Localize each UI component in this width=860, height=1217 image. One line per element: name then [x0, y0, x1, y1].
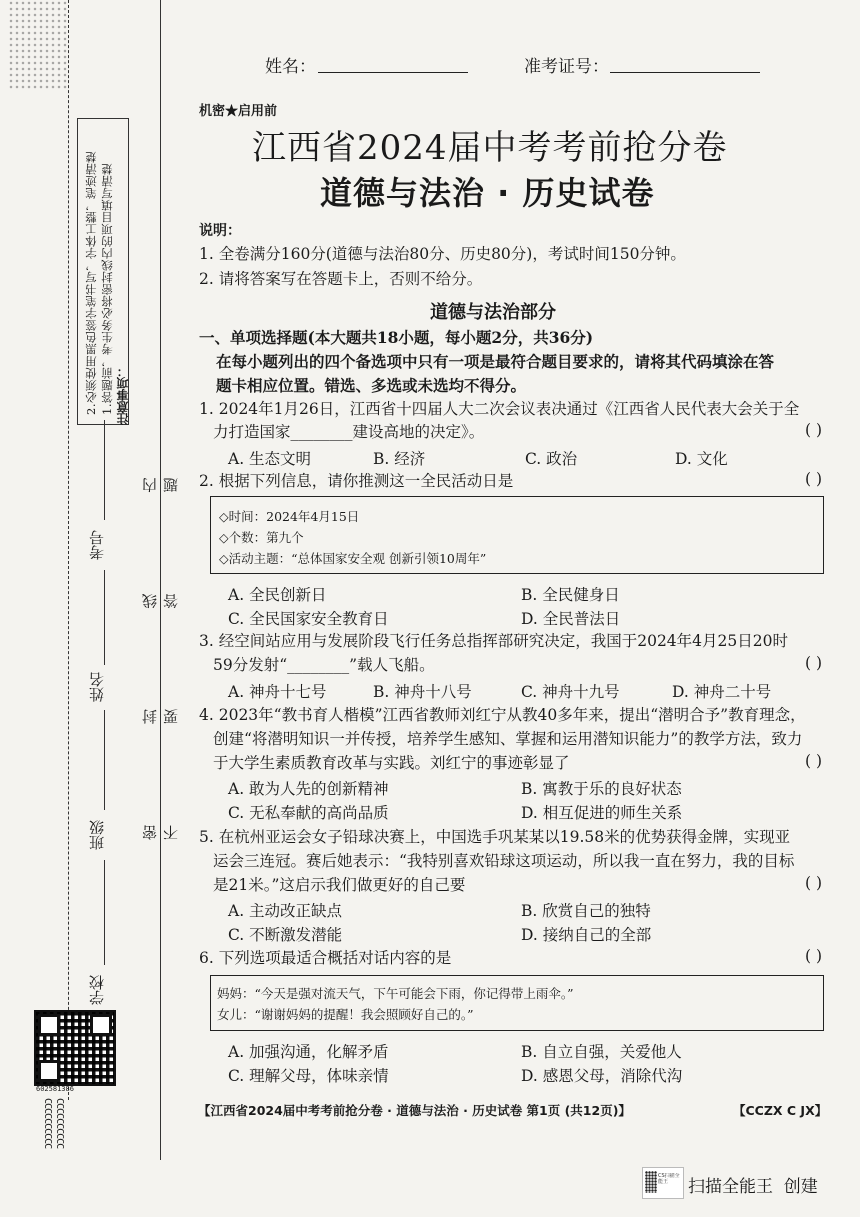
cut-line-left: [68, 0, 69, 1100]
qr-finder-tl: [38, 1014, 60, 1036]
notice-line2: 2.必须使用黑色签字笔书写，字体工整，笔迹清楚: [84, 151, 98, 415]
q1-option-b: B. 经济: [373, 450, 426, 468]
section-heading: 一、单项选择题(本大题共18小题，每小题2分，共36分): [199, 328, 594, 347]
q2-answer-paren: ( ): [804, 470, 822, 488]
q3-option-c: C. 神舟十九号: [521, 683, 620, 701]
q2-box-line1: ◇时间：2024年4月15日: [219, 509, 360, 524]
q4-option-d: D. 相互促进的师生关系: [521, 804, 683, 822]
q6-dialogue-box: [210, 975, 824, 1031]
seal-underline-4: [104, 860, 105, 965]
seal-underline-2: [104, 570, 105, 665]
instruction-1: 1. 全卷满分160分(道德与法治80分、历史80分)，考试时间150分钟。: [199, 245, 686, 263]
q4-option-b: B. 寓教于乐的良好状态: [521, 780, 682, 798]
q4-answer-paren: ( ): [804, 752, 822, 770]
notice-line1: 1.答题前，考生务必将密封线内的项目填写清楚: [100, 163, 114, 415]
name-input-line[interactable]: [318, 72, 468, 73]
qr-finder-tr: [90, 1014, 112, 1036]
seal-field-school: 学校: [88, 975, 106, 1005]
footer-right: 【CCZX C JX】: [733, 1103, 828, 1118]
q2-option-a: A. 全民创新日: [228, 586, 327, 604]
q6-option-c: C. 理解父母，体味亲情: [228, 1067, 389, 1085]
instructions-label: 说明：: [199, 223, 241, 239]
q6-answer-paren: ( ): [804, 947, 822, 965]
q5-line2: 运会三连冠。赛后她表示：“我特别喜欢铅球这项运动，所以我一直在努力，我的目标: [213, 852, 795, 870]
q4-line2: 创建“将潜明知识一并传授，培养学生感知、掌握和运用潜知识能力”的教学方法，致力: [213, 730, 803, 748]
q3-option-d: D. 神舟二十号: [672, 683, 772, 701]
exam-subtitle: 道德与法治 · 历史试卷: [320, 174, 655, 212]
name-label: 姓名：: [265, 57, 316, 77]
q1-option-d: D. 文化: [675, 450, 728, 468]
q1-line2: 力打造国家________建设高地的决定》。: [213, 423, 485, 441]
q4-option-c: C. 无私奉献的高尚品质: [228, 804, 389, 822]
scanner-logo-qr: [645, 1171, 657, 1193]
q6-box-line1: 妈妈：“今天是强对流天气，下午可能会下雨，你记得带上雨伞。”: [217, 986, 574, 1001]
q5-option-c: C. 不断激发潜能: [228, 926, 343, 944]
section-desc-2: 题卡相应位置。错选、多选或未选均不得分。: [216, 376, 527, 395]
qr-finder-bl: [38, 1060, 60, 1082]
q2-info-box: [210, 496, 824, 574]
q5-option-a: A. 主动改正缺点: [228, 902, 343, 920]
exam-id-input-line[interactable]: [610, 72, 760, 73]
q3-line1: 3. 经空间站应用与发展阶段飞行任务总指挥部研究决定，我国于2024年4月25日20时: [199, 632, 788, 650]
seal-underline-1: [104, 420, 105, 520]
q2-line1: 2. 根据下列信息，请你推测这一全民活动日是: [199, 472, 514, 490]
q3-line2: 59分发射“________”载人飞船。: [213, 656, 435, 674]
q2-option-d: D. 全民普法日: [521, 610, 621, 628]
q2-box-line3: ◇活动主题：“总体国家安全观 创新引领10周年”: [219, 551, 487, 566]
ccc-codes: CCCCCCCCCC: [42, 1098, 53, 1149]
exam-title: 江西省2024届中考考前抢分卷: [252, 128, 728, 168]
q6-option-d: D. 感恩父母，消除代沟: [521, 1067, 683, 1085]
q4-line3: 于大学生素质教育改革与实践。刘红宁的事迹彰显了: [213, 754, 570, 772]
q4-line1: 4. 2023年“教书育人楷模”江西省教师刘红宁从教40多年来，提出“潜明合予”教育理念，: [199, 706, 806, 724]
section-title: 道德与法治部分: [430, 302, 556, 323]
q1-option-a: A. 生态文明: [228, 450, 312, 468]
seal-field-class: 班级: [88, 820, 106, 850]
qr-code: [34, 1010, 116, 1086]
seal-field-exam-number: 考号: [88, 530, 106, 560]
q2-option-c: C. 全民国家安全教育日: [228, 610, 389, 628]
scanner-watermark: 扫描全能王 创建: [688, 1177, 818, 1197]
q5-line1: 5. 在杭州亚运会女子铅球决赛上，中国选手巩某某以19.58米的优势获得金牌，实现亚: [199, 828, 791, 846]
confidential-label: 机密★启用前: [199, 104, 278, 119]
q5-answer-paren: ( ): [804, 874, 822, 892]
q5-option-b: B. 欣赏自己的独特: [521, 902, 651, 920]
q5-option-d: D. 接纳自己的全部: [521, 926, 652, 944]
binding-strip: [0, 0, 180, 1217]
q5-line3: 是21米。”这启示我们做更好的自己要: [213, 876, 466, 894]
barcode-number: 602581386: [36, 1085, 74, 1093]
q1-line1: 1. 2024年1月26日，江西省十四届人大二次会议表决通过《江西省人民代表大会关于全: [199, 400, 800, 418]
notice-title: 注意事项：: [116, 365, 130, 425]
q1-answer-paren: ( ): [804, 421, 822, 439]
q6-line1: 6. 下列选项最适合概括对话内容的是: [199, 949, 452, 967]
exam-id-label: 准考证号：: [524, 57, 609, 77]
footer-left: 【江西省2024届中考考前抢分卷 · 道德与法治 · 历史试卷 第1页 (共12页)】: [198, 1103, 631, 1118]
scanner-logo-text: CS扫描全能王: [658, 1173, 680, 1185]
q3-answer-paren: ( ): [804, 654, 822, 672]
q6-box-line2: 女儿：“谢谢妈妈的提醒！我会照顾好自己的。”: [217, 1007, 474, 1022]
ccc-codes-2: CCCCCCCCCC: [54, 1098, 65, 1149]
q2-box-line2: ◇个数：第九个: [219, 530, 304, 545]
section-desc-1: 在每小题列出的四个备选项中只有一项是最符合题目要求的，请将其代码填涂在答: [216, 352, 775, 371]
q3-option-b: B. 神舟十八号: [373, 683, 472, 701]
instruction-2: 2. 请将答案写在答题卡上，否则不给分。: [199, 270, 483, 288]
q3-option-a: A. 神舟十七号: [228, 683, 327, 701]
q2-option-b: B. 全民健身日: [521, 586, 620, 604]
seal-underline-3: [104, 710, 105, 810]
seal-warning: 密 封 线 内 不 要 答 题: [141, 429, 180, 840]
q6-option-a: A. 加强沟通，化解矛盾: [228, 1043, 389, 1061]
dotted-pattern: [8, 0, 68, 90]
q1-option-c: C. 政治: [525, 450, 578, 468]
seal-field-name: 姓名: [88, 672, 106, 702]
q4-option-a: A. 敢为人先的创新精神: [228, 780, 389, 798]
q6-option-b: B. 自立自强，关爱他人: [521, 1043, 682, 1061]
scanner-logo-icon: [642, 1167, 684, 1199]
